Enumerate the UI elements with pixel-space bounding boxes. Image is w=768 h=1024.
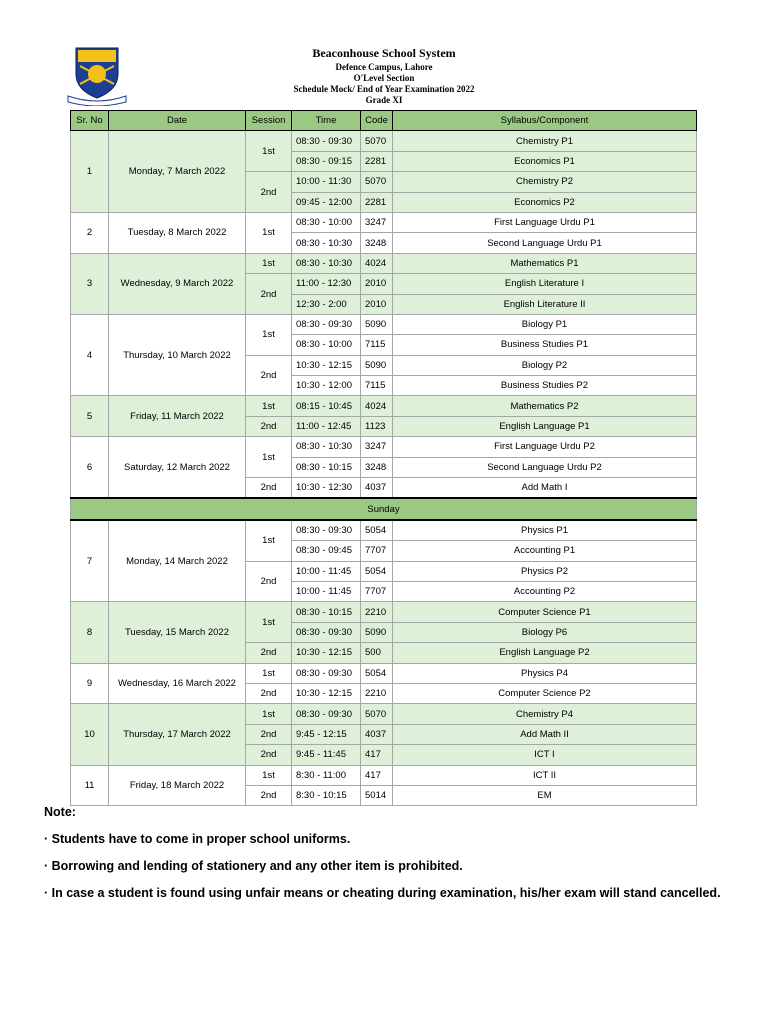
cell-date: Saturday, 12 March 2022: [109, 437, 246, 499]
table-header-row: [71, 111, 697, 131]
cell-subject: Economics P2: [393, 192, 697, 212]
cell-session: 1st: [246, 396, 292, 416]
cell-subject: ICT I: [393, 745, 697, 765]
cell-subject: Mathematics P2: [393, 396, 697, 416]
cell-code: 7115: [361, 335, 393, 355]
note-item: · Borrowing and lending of stationery and any other item is prohibited.: [44, 859, 463, 873]
cell-code: 4024: [361, 396, 393, 416]
table-row: [71, 704, 697, 724]
cell-subject: Economics P1: [393, 151, 697, 171]
cell-session: 1st: [246, 437, 292, 478]
cell-time: 10:30 - 12:15: [292, 355, 361, 375]
cell-session: 1st: [246, 253, 292, 273]
cell-subject: Add Math I: [393, 478, 697, 499]
cell-sr: 5: [71, 396, 109, 437]
cell-code: 5070: [361, 131, 393, 151]
cell-time: 08:30 - 10:15: [292, 457, 361, 477]
cell-session: 2nd: [246, 785, 292, 805]
cell-time: 08:30 - 09:15: [292, 151, 361, 171]
sunday-separator-row: [71, 498, 697, 519]
cell-code: 5090: [361, 314, 393, 334]
cell-session: 2nd: [246, 724, 292, 744]
note-item: · Students have to come in proper school uniforms.: [44, 832, 351, 846]
cell-date: Thursday, 17 March 2022: [109, 704, 246, 765]
cell-date: Tuesday, 8 March 2022: [109, 212, 246, 253]
schedule-title: Schedule Mock/ End of Year Examination 2022: [293, 84, 475, 94]
cell-code: 5014: [361, 785, 393, 805]
cell-code: 5070: [361, 704, 393, 724]
cell-subject: English Language P2: [393, 643, 697, 663]
cell-time: 08:30 - 09:30: [292, 663, 361, 683]
cell-date: Wednesday, 16 March 2022: [109, 663, 246, 704]
sunday-label: Sunday: [71, 498, 697, 519]
campus-name: Defence Campus, Lahore: [335, 62, 433, 72]
cell-code: 500: [361, 643, 393, 663]
cell-session: 2nd: [246, 561, 292, 602]
cell-time: 08:30 - 10:30: [292, 253, 361, 273]
cell-code: 4037: [361, 724, 393, 744]
cell-subject: Physics P1: [393, 520, 697, 541]
cell-time: 10:00 - 11:30: [292, 172, 361, 192]
cell-time: 08:30 - 10:00: [292, 212, 361, 232]
cell-code: 3247: [361, 212, 393, 232]
cell-sr: 11: [71, 765, 109, 806]
table-row: [71, 520, 697, 541]
cell-time: 08:30 - 09:30: [292, 131, 361, 151]
cell-subject: English Literature I: [393, 274, 697, 294]
cell-session: 2nd: [246, 274, 292, 315]
cell-subject: Chemistry P2: [393, 172, 697, 192]
cell-time: 10:30 - 12:15: [292, 683, 361, 703]
cell-session: 1st: [246, 765, 292, 785]
cell-code: 5090: [361, 355, 393, 375]
cell-time: 9:45 - 12:15: [292, 724, 361, 744]
table-row: [71, 437, 697, 457]
cell-subject: Physics P2: [393, 561, 697, 581]
cell-session: 2nd: [246, 643, 292, 663]
cell-subject: Mathematics P1: [393, 253, 697, 273]
cell-time: 10:30 - 12:00: [292, 376, 361, 396]
cell-subject: Add Math II: [393, 724, 697, 744]
cell-sr: 9: [71, 663, 109, 704]
cell-subject: EM: [393, 785, 697, 805]
cell-code: 2210: [361, 683, 393, 703]
cell-subject: English Language P1: [393, 416, 697, 436]
cell-session: 1st: [246, 520, 292, 561]
cell-code: 2010: [361, 274, 393, 294]
cell-code: 7115: [361, 376, 393, 396]
cell-date: Thursday, 10 March 2022: [109, 314, 246, 396]
cell-sr: 3: [71, 253, 109, 314]
cell-date: Wednesday, 9 March 2022: [109, 253, 246, 314]
cell-subject: Biology P1: [393, 314, 697, 334]
cell-time: 08:30 - 09:30: [292, 622, 361, 642]
cell-subject: Second Language Urdu P1: [393, 233, 697, 253]
cell-session: 2nd: [246, 172, 292, 213]
cell-time: 08:30 - 10:00: [292, 335, 361, 355]
cell-sr: 1: [71, 131, 109, 213]
cell-session: 2nd: [246, 355, 292, 396]
cell-time: 11:00 - 12:30: [292, 274, 361, 294]
cell-subject: Chemistry P1: [393, 131, 697, 151]
cell-subject: Business Studies P1: [393, 335, 697, 355]
table-row: [71, 314, 697, 334]
notes-section: [44, 805, 744, 913]
cell-session: 2nd: [246, 478, 292, 499]
cell-code: 2281: [361, 192, 393, 212]
cell-subject: Physics P4: [393, 663, 697, 683]
cell-subject: Computer Science P1: [393, 602, 697, 622]
cell-session: 1st: [246, 314, 292, 355]
cell-session: 1st: [246, 212, 292, 253]
cell-code: 3248: [361, 233, 393, 253]
table-row: [71, 663, 697, 683]
cell-sr: 6: [71, 437, 109, 499]
cell-time: 9:45 - 11:45: [292, 745, 361, 765]
cell-subject: English Literature II: [393, 294, 697, 314]
cell-session: 1st: [246, 131, 292, 172]
cell-time: 8:30 - 11:00: [292, 765, 361, 785]
cell-subject: First Language Urdu P2: [393, 437, 697, 457]
grade-label: Grade XI: [365, 95, 403, 105]
cell-time: 08:30 - 10:30: [292, 233, 361, 253]
header-date: Date: [109, 111, 246, 131]
cell-time: 08:30 - 09:30: [292, 704, 361, 724]
cell-time: 10:30 - 12:15: [292, 643, 361, 663]
cell-subject: Chemistry P4: [393, 704, 697, 724]
cell-subject: Biology P2: [393, 355, 697, 375]
notes-title: Note:: [44, 805, 76, 819]
cell-time: 08:30 - 09:45: [292, 541, 361, 561]
cell-session: 1st: [246, 663, 292, 683]
table-row: [71, 602, 697, 622]
cell-code: 3248: [361, 457, 393, 477]
cell-subject: ICT II: [393, 765, 697, 785]
cell-sr: 2: [71, 212, 109, 253]
table-row: [71, 131, 697, 151]
header-time: Time: [292, 111, 361, 131]
cell-sr: 7: [71, 520, 109, 602]
cell-date: Friday, 11 March 2022: [109, 396, 246, 437]
cell-code: 4037: [361, 478, 393, 499]
cell-time: 08:15 - 10:45: [292, 396, 361, 416]
cell-date: Tuesday, 15 March 2022: [109, 602, 246, 663]
header-code: Code: [361, 111, 393, 131]
cell-session: 2nd: [246, 683, 292, 703]
cell-sr: 4: [71, 314, 109, 396]
cell-session: 2nd: [246, 416, 292, 436]
cell-code: 5054: [361, 561, 393, 581]
cell-sr: 10: [71, 704, 109, 765]
cell-code: 417: [361, 745, 393, 765]
cell-session: 1st: [246, 602, 292, 643]
cell-time: 08:30 - 10:15: [292, 602, 361, 622]
header-session: Session: [246, 111, 292, 131]
cell-subject: First Language Urdu P1: [393, 212, 697, 232]
cell-code: 2210: [361, 602, 393, 622]
cell-subject: Accounting P1: [393, 541, 697, 561]
table-row: [71, 765, 697, 785]
table-row: [71, 253, 697, 273]
cell-code: 7707: [361, 541, 393, 561]
cell-time: 12:30 - 2:00: [292, 294, 361, 314]
cell-subject: Second Language Urdu P2: [393, 457, 697, 477]
school-crest-logo: [66, 44, 128, 106]
cell-time: 10:30 - 12:30: [292, 478, 361, 499]
cell-time: 8:30 - 10:15: [292, 785, 361, 805]
cell-code: 7707: [361, 581, 393, 601]
section-name: O'Level Section: [353, 73, 415, 83]
cell-code: 1123: [361, 416, 393, 436]
cell-subject: Accounting P2: [393, 581, 697, 601]
note-item: · In case a student is found using unfair means or cheating during examination, his/her exam will stand cancelled.: [44, 886, 721, 900]
exam-schedule-table: [70, 110, 697, 806]
cell-session: 1st: [246, 704, 292, 724]
cell-code: 2010: [361, 294, 393, 314]
cell-time: 11:00 - 12:45: [292, 416, 361, 436]
cell-code: 5054: [361, 520, 393, 541]
cell-date: Monday, 14 March 2022: [109, 520, 246, 602]
header-syllabus: Syllabus/Component: [393, 111, 697, 131]
cell-time: 08:30 - 09:30: [292, 520, 361, 541]
cell-time: 09:45 - 12:00: [292, 192, 361, 212]
cell-subject: Biology P6: [393, 622, 697, 642]
cell-time: 10:00 - 11:45: [292, 561, 361, 581]
cell-date: Friday, 18 March 2022: [109, 765, 246, 806]
school-name: Beaconhouse School System: [312, 46, 456, 60]
cell-session: 2nd: [246, 745, 292, 765]
table-row: [71, 396, 697, 416]
cell-code: 3247: [361, 437, 393, 457]
cell-code: 5070: [361, 172, 393, 192]
cell-sr: 8: [71, 602, 109, 663]
cell-date: Monday, 7 March 2022: [109, 131, 246, 213]
cell-time: 08:30 - 10:30: [292, 437, 361, 457]
cell-subject: Computer Science P2: [393, 683, 697, 703]
cell-code: 2281: [361, 151, 393, 171]
cell-code: 5054: [361, 663, 393, 683]
cell-code: 4024: [361, 253, 393, 273]
table-row: [71, 212, 697, 232]
cell-code: 417: [361, 765, 393, 785]
cell-code: 5090: [361, 622, 393, 642]
cell-subject: Business Studies P2: [393, 376, 697, 396]
cell-time: 08:30 - 09:30: [292, 314, 361, 334]
cell-time: 10:00 - 11:45: [292, 581, 361, 601]
header-sr-no: Sr. No: [71, 111, 109, 131]
